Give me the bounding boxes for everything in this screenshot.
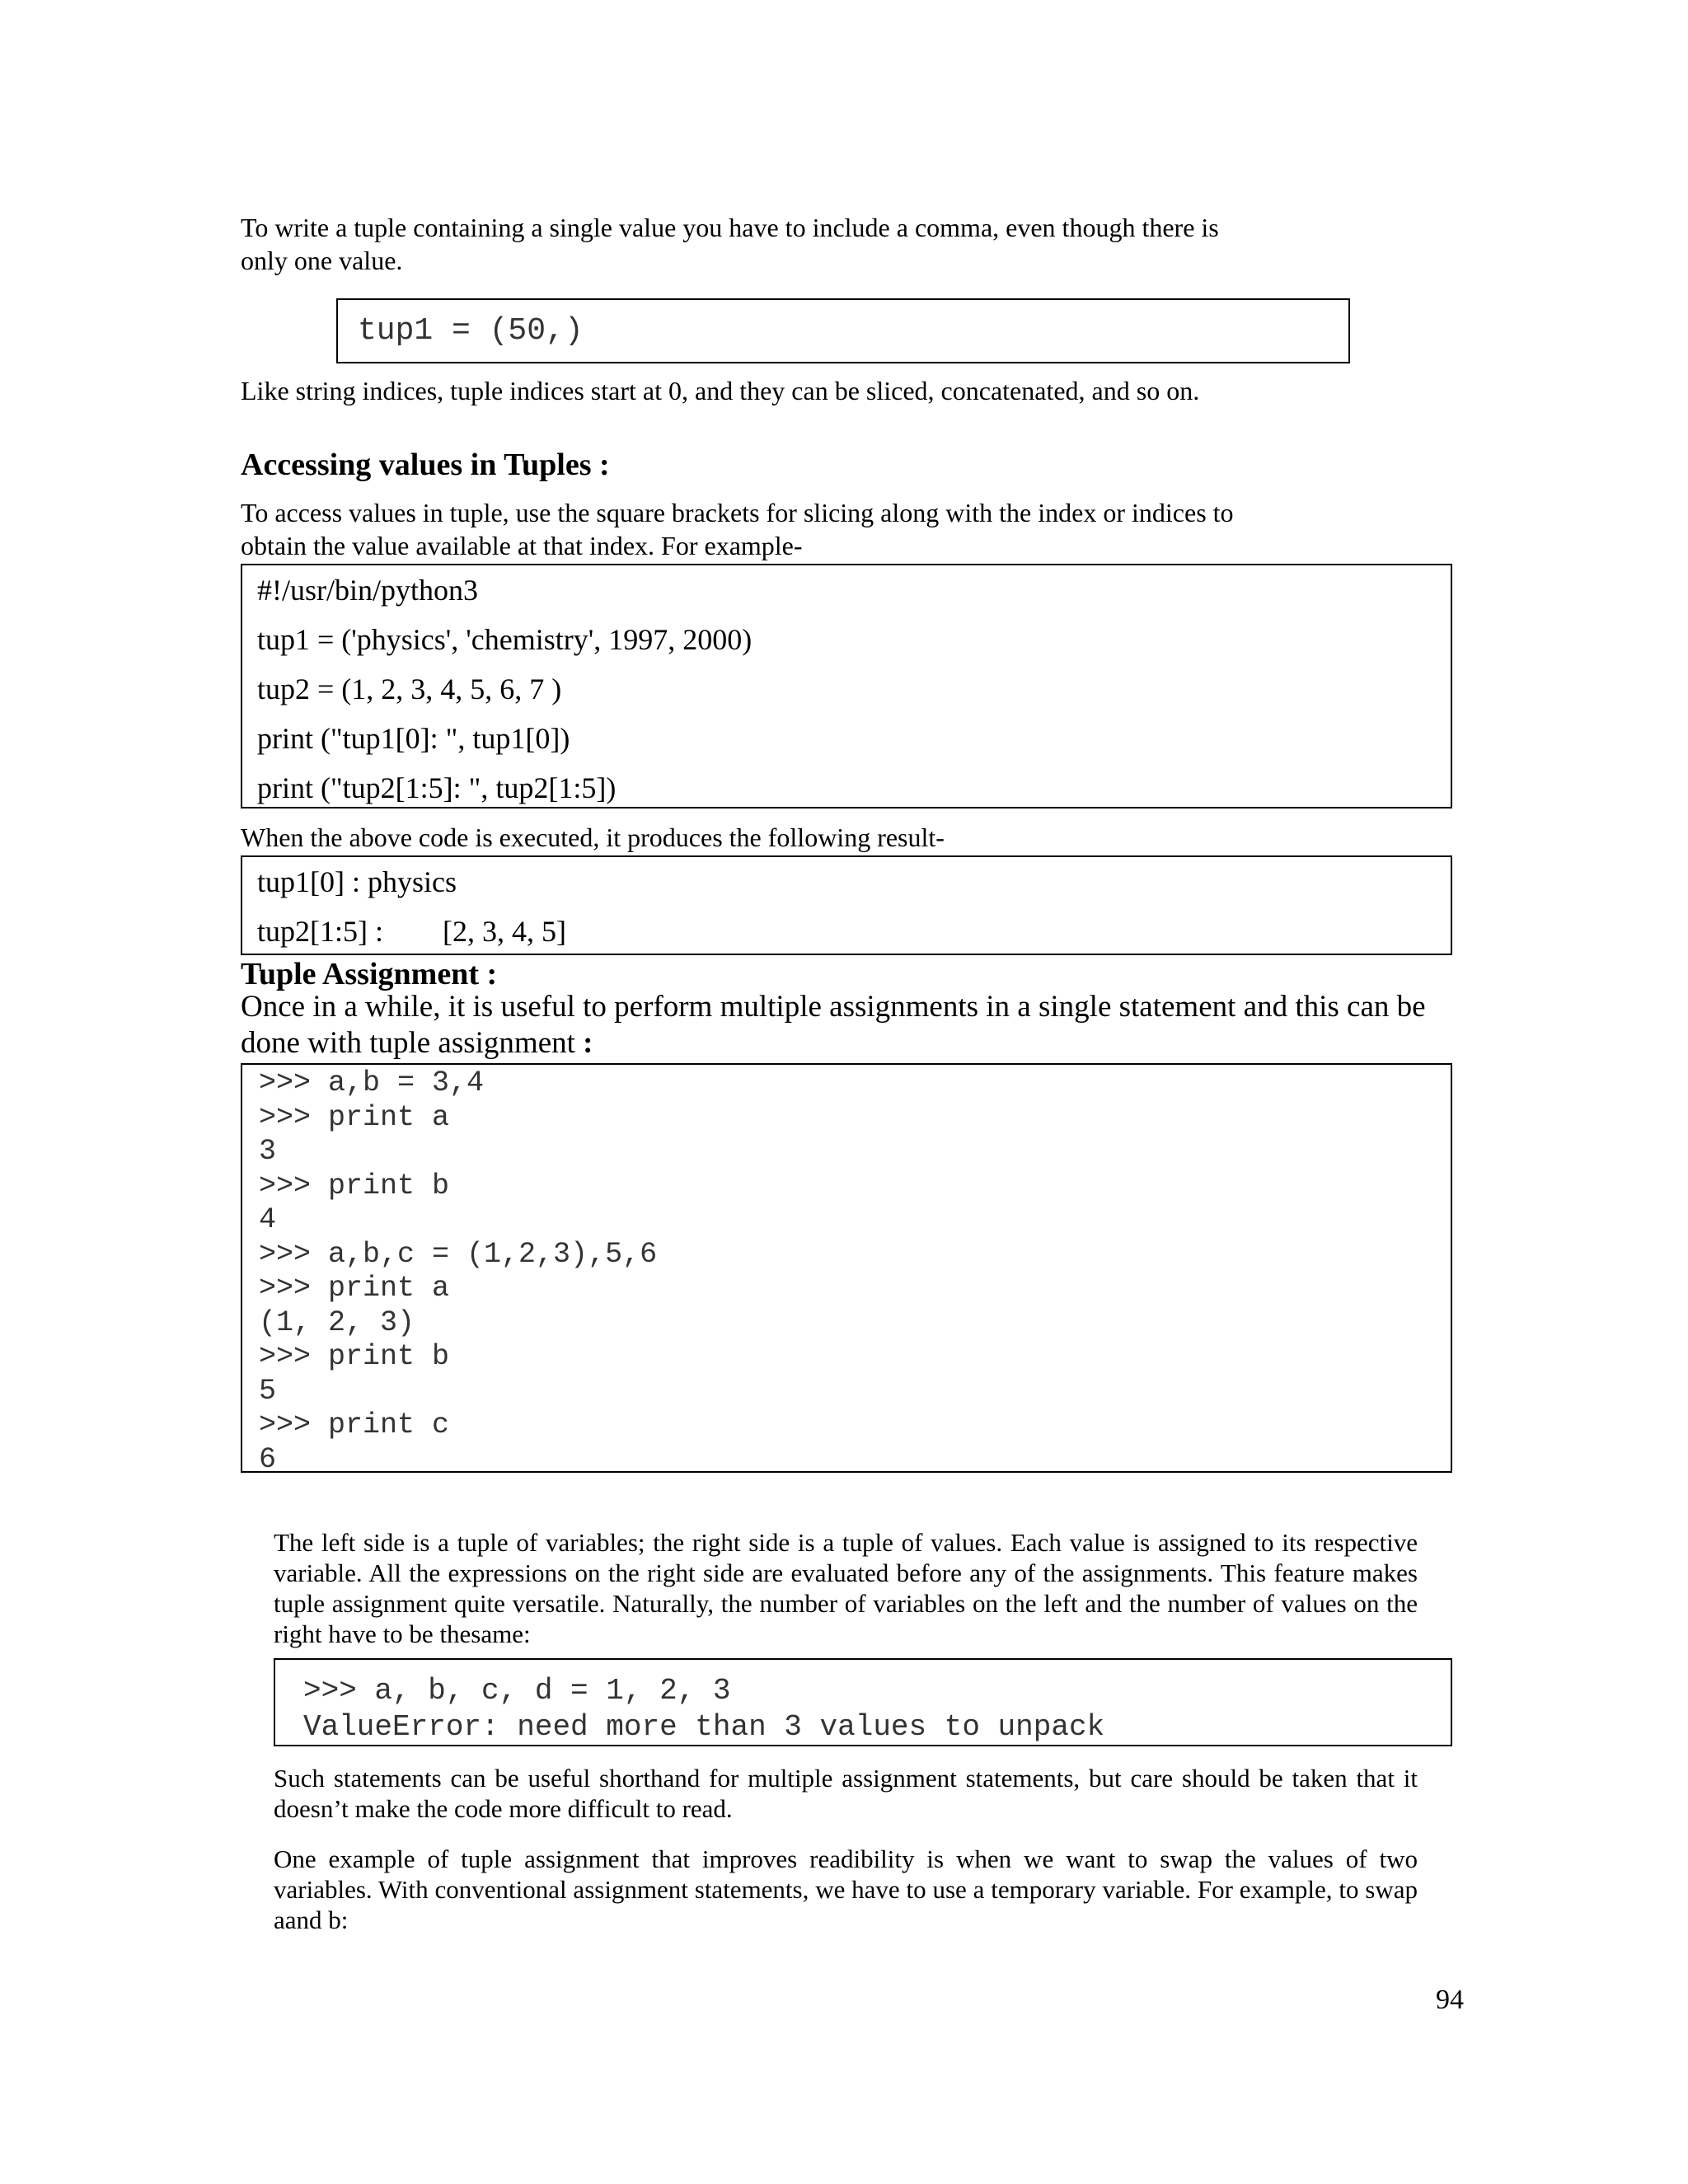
result-line: tup2[1:5] : [2, 3, 4, 5] <box>257 915 566 948</box>
code-line: tup1 = ('physics', 'chemistry', 1997, 2000) <box>257 623 753 656</box>
result-line: tup1[0] : physics <box>257 865 457 898</box>
accessing-code-lines <box>257 565 752 813</box>
result-intro: When the above code is executed, it produces the following result- <box>241 823 945 852</box>
code-line: >>> print c <box>259 1408 450 1441</box>
accessing-desc-line-1: To access values in tuple, use the square brackets for slicing along with the index or indices to <box>241 498 1234 527</box>
code-line: 5 <box>259 1374 277 1408</box>
assignment-desc-colon: : <box>583 1026 593 1060</box>
assignment-description <box>241 989 1658 1062</box>
code-line: (1, 2, 3) <box>259 1305 415 1339</box>
code-line: ValueError: need more than 3 values to unpack <box>303 1710 1105 1744</box>
error-code-lines <box>303 1673 1104 1746</box>
assignment-desc-line-2: done with tuple assignment <box>241 1026 584 1060</box>
code-line: tup2 = (1, 2, 3, 4, 5, 6, 7 ) <box>257 673 562 705</box>
intro-line-2: only one value. <box>241 246 403 275</box>
code-line: >>> a, b, c, d = 1, 2, 3 <box>303 1674 731 1708</box>
indices-paragraph: Like string indices, tuple indices start at 0, and they can be sliced, concatenated, and so on. <box>241 376 1200 405</box>
single-tuple-code-box <box>336 298 1350 363</box>
result-lines <box>257 857 566 956</box>
single-tuple-code: tup1 = (50,) <box>358 313 584 349</box>
code-line: 3 <box>259 1135 277 1168</box>
accessing-description <box>241 496 1559 562</box>
accessing-heading: Accessing values in Tuples : <box>241 448 610 482</box>
swap-paragraph: One example of tuple assignment that improves readibility is when we want to swap the values of two variables. With conventional assignment statements, we have to use a temporary variable. For example, to swap aand b: <box>274 1844 1418 1934</box>
code-line: >>> a,b = 3,4 <box>259 1066 485 1099</box>
assignment-heading: Tuple Assignment : <box>241 957 498 991</box>
code-line: #!/usr/bin/python3 <box>257 574 478 607</box>
accessing-code-box <box>241 564 1452 808</box>
explanation-paragraph: The left side is a tuple of variables; the right side is a tuple of values. Each value is assigned to its respective variable. All the expressions on the right side are evaluated before any of the assignments. This feature makes tuple assignment quite versatile. Naturally, the number of variables on the left and the number of values on the right have to be thesame: <box>274 1528 1418 1648</box>
code-line: >>> print b <box>259 1169 450 1202</box>
result-box <box>241 855 1452 955</box>
assignment-code-box <box>241 1063 1452 1476</box>
code-line: 6 <box>259 1442 277 1476</box>
code-line: 4 <box>259 1203 277 1236</box>
code-line: >>> print a <box>259 1100 450 1134</box>
intro-line-1: To write a tuple containing a single value you have to include a comma, even though there is <box>241 213 1219 242</box>
error-code-box <box>274 1658 1452 1746</box>
shorthand-paragraph: Such statements can be useful shorthand for multiple assignment statements, but care should be taken that it doesn’t make the code more difficult to read. <box>274 1764 1418 1823</box>
page-number: 94 <box>1436 1985 1464 2015</box>
code-line: >>> a,b,c = (1,2,3),5,6 <box>259 1237 658 1271</box>
code-line: print ("tup1[0]: ", tup1[0]) <box>257 722 570 755</box>
code-line: >>> print a <box>259 1272 450 1305</box>
intro-paragraph <box>241 211 1477 277</box>
assignment-desc-line-1: Once in a while, it is useful to perform multiple assignments in a single statement and this can be <box>241 990 1426 1024</box>
code-line: >>> print b <box>259 1340 450 1373</box>
assignment-code-lines <box>259 1066 657 1477</box>
code-line: print ("tup2[1:5]: ", tup2[1:5]) <box>257 771 617 804</box>
accessing-desc-line-2: obtain the value available at that index. For example- <box>241 531 803 560</box>
